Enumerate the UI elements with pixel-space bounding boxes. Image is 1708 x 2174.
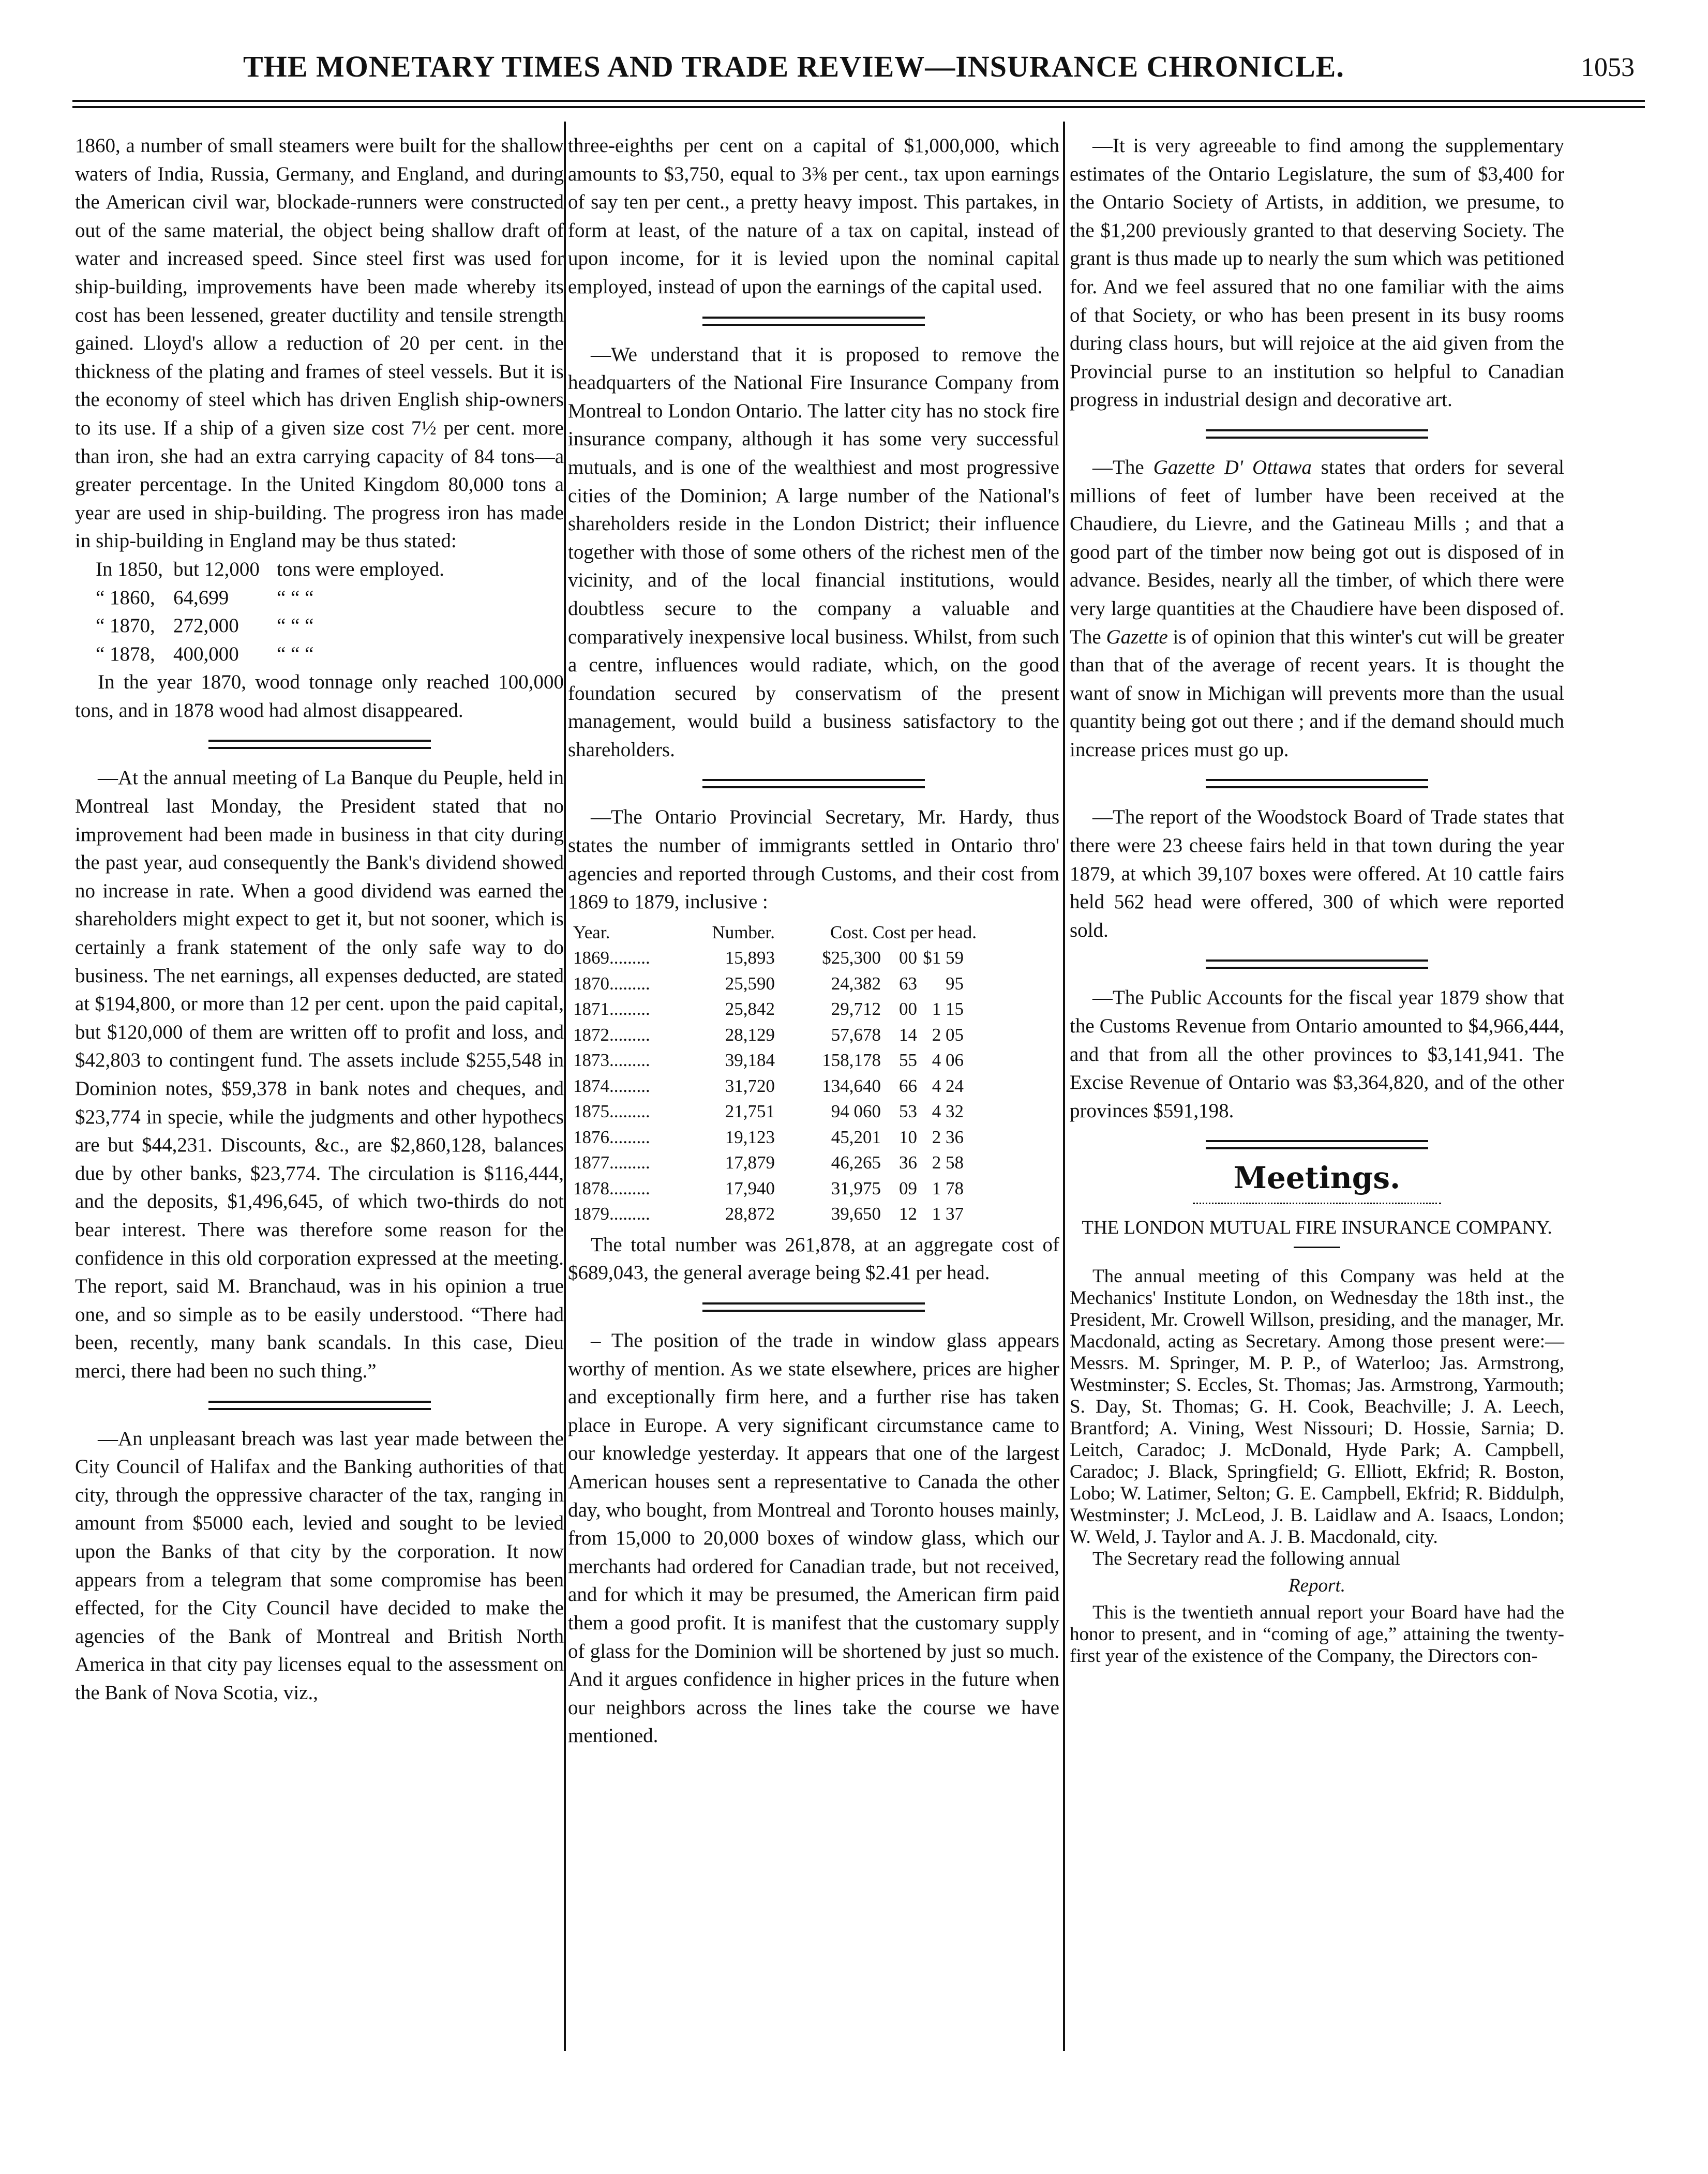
header-rule-bottom (72, 106, 1645, 108)
per-head-cell: 95 (946, 973, 964, 994)
cost-cell: 45,201 (831, 1127, 881, 1147)
cost-cell: 134,640 (822, 1075, 881, 1096)
per-head-cell: 4 24 (932, 1075, 964, 1096)
woodstock-board-article: —The report of the Woodstock Board of Trade states that there were 23 cheese fairs held in that town during the year 1879, at which 39,107 boxes were offered. At 10 cattle fairs held 562 head were offered, 300 of which were reported sold. (1070, 806, 1564, 941)
immigrants-article: —The Ontario Provincial Secretary, Mr. Hardy, thus states the number of immigrants settled in Ontario thro' agencies and reported through Customs, and their cost from 1869 to 1879, inclusive : (568, 806, 1059, 913)
cost-cell: $25,300 (822, 948, 881, 968)
number-cell: 39,184 (725, 1050, 775, 1071)
ornamental-rule (1193, 1203, 1441, 1207)
cost-cell: 94 060 (831, 1101, 881, 1122)
column-2 (568, 132, 1059, 1750)
per-head-cell: 4 06 (932, 1050, 964, 1071)
cost-cell: 46,265 (831, 1152, 881, 1173)
iron-tonnage-list (96, 556, 564, 668)
number-cell: 28,129 (725, 1024, 775, 1045)
table-row (573, 1022, 1059, 1048)
secretary-text: The Secretary read the following annual (1092, 1548, 1400, 1570)
cost-cents-cell: 12 (899, 1204, 917, 1224)
annual-meeting-text: The annual meeting of this Company was held at the Mechanics' Institute London, on Wednesday the 18th inst., the President, Mr. Crowell Willson, presiding, and the manager, Mr. Macdonald, acting as Secretary. Among those present were:—Messrs. M. Springer, M. P. P., of Waterloo; Jas. Armstrong, Westminster; S. Eccles, St. Thomas; Jas. Armstrong, Yarmouth; S. Day, St. Thomas; G. H. Cook, Beachville; J. A. Leech, Brantford; A. Vining, West Nissouri; D. Hossie, Sarnia; D. Leitch, Caradoc; J. McDonald, Hyde Park; A. Campbell, Caradoc; J. Black, Springfield; G. Elliott, Ekfrid; R. Boston, Lobo; W. Latimer, Selton; G. E. Campbell, Ekfrid; R. Biddulph, Westminster; J. McLeod, J. B. Laidlaw and A. Isaacs, London; W. Weld, J. Taylor and A. J. B. Macdonald, city. (1070, 1266, 1564, 1548)
per-head-cell: 4 32 (932, 1101, 964, 1122)
section-divider (1070, 776, 1564, 791)
per-head-cell: 1 78 (932, 1178, 964, 1198)
wood-tonnage-text: In the year 1870, wood tonnage only reached 100,000 tons, and in 1878 wood had almost disappeared. (75, 671, 564, 722)
banque-du-peuple-article: —At the annual meeting of La Banque du Peuple, held in Montreal last Monday, the President stated that no improvement had been made in business in that city during the past year, aud consequently the Bank's dividend showed no increase in rate. When a good dividend was earned the shareholders might expect to get it, but not sooner, which is certainly a frank statement of the only safe way to do business. The net earnings, all expenses deducted, are stated at $194,800, or more than 12 per cent. upon the paid capital, but $120,000 of them are written off to profit and loss, and $42,803 to contingent fund. The assets include $255,548 in Dominion notes, $59,378 in bank notes and cheques, and $23,774 in specie, while the judgments and other hypothecs are but $44,231. Discounts, &c., are $2,860,128, balances due by other banks, $23,774. The circulation is $116,444, and the deposits, $1,496,645, of which two-thirds do not bear interest. There was therefore some reason for the confidence in this old corporation expressed at the meeting. The report, said M. Branchaud, was in his opinion a true one, and so simple as to be easily understood. “There had been, recently, many bank scandals. In this case, Dieu merci, there had been no such thing.” (75, 767, 564, 1382)
year-cell: 1872......... (573, 1024, 650, 1045)
cost-cell: 39,650 (831, 1204, 881, 1224)
year-cell: 1878......... (573, 1178, 650, 1198)
column-rule-left (564, 122, 566, 2051)
number-cell: 25,590 (725, 973, 775, 994)
number-cell: 21,751 (725, 1101, 775, 1122)
publication-title: THE MONETARY TIMES AND TRADE REVIEW—INSURANCE CHRONICLE. (243, 50, 1344, 83)
table-row (573, 1150, 1059, 1176)
column-3 (1070, 132, 1564, 1667)
year-cell: 1869......... (573, 948, 650, 968)
cost-cents-cell: 55 (899, 1050, 917, 1071)
year-cell: 1874......... (573, 1075, 650, 1096)
table-row (573, 945, 1059, 971)
cost-cents-cell: 14 (899, 1024, 917, 1045)
cost-cell: 24,382 (831, 973, 881, 994)
table-header: Year. Number. Cost. Cost per head. (573, 922, 977, 942)
section-divider (1070, 1137, 1564, 1152)
cost-cell: 29,712 (831, 999, 881, 1019)
cost-cell: 31,975 (831, 1178, 881, 1198)
per-head-cell: 2 58 (932, 1152, 964, 1173)
cost-cell: 158,178 (822, 1050, 881, 1071)
cost-cents-cell: 09 (899, 1178, 917, 1198)
number-cell: 17,940 (725, 1178, 775, 1198)
report-heading: Report. (1289, 1575, 1345, 1597)
year-cell: 1877......... (573, 1152, 650, 1173)
table-row (573, 971, 1059, 997)
per-head-cell: $1 59 (923, 948, 964, 968)
table-row (573, 1073, 1059, 1099)
per-head-cell: 2 36 (932, 1127, 964, 1147)
immigrant-cost-table (573, 920, 1059, 1227)
short-rule (1294, 1247, 1340, 1248)
national-fire-insurance-article: —We understand that it is proposed to remove the headquarters of the National Fire Insurance Company from Montreal to London Ontario. The latter city has no stock fire insurance company, although it has some very successful mutuals, and is one of the wealthiest and most progressive cities of the Dominion; A large number of the National's shareholders reside in the London District; their influence together with those of some others of the richest men of the vicinity, and of the local financial institutions, would doubtless secure to the company a valuable and comparatively inexpensive local business. Whilst, from such a centre, influences would radiate, which, on the good foundation secured by conservatism of the present management, would build a business satisfactory to the shareholders. (568, 343, 1059, 761)
gazette-ottawa-article: —The Gazette D' Ottawa states that orders for several millions of feet of lumber have been received at the Chaudiere, du Lievre, and the Gatineau Mills ; and that a good part of the timber now being got out is disposed of in advance. Besides, nearly all the timber, of which there were very large quantities at the Chaudiere have been disposed of. The Gazette is of opinion that this winter's cut will be greater than that of the average of recent years. It is thought the want of snow in Michigan will prevents more than the usual quantity being got out there ; and if the demand should much increase prices must go up. (1070, 456, 1564, 761)
cost-cell: 57,678 (831, 1024, 881, 1045)
society-of-artists-article: —It is very agreeable to find among the supplementary estimates of the Ontario Legislature, the sum of $3,400 for the Ontario Society of Artists, in addition, we presume, to the $1,200 previously granted to that deserving Society. The grant is thus made up to nearly the sum which was petitioned for. And we feel assured that no one familiar with the aims of that Society, or who has been present in its busy rooms during class hours, but will rejoice at the aid given from the Provincial purse to an institution so helpful to Canadian progress in industrial design and decorative art. (1070, 134, 1564, 411)
page-header (72, 49, 1666, 96)
year-cell: 1875......... (573, 1101, 650, 1122)
per-head-cell: 1 15 (932, 999, 964, 1019)
year-cell: 1871......... (573, 999, 650, 1019)
table-row (573, 1047, 1059, 1073)
year-cell: 1876......... (573, 1127, 650, 1147)
company-title: THE LONDON MUTUAL FIRE INSURANCE COMPANY. (1082, 1217, 1552, 1239)
number-cell: 28,872 (725, 1204, 775, 1224)
section-divider (1070, 957, 1564, 971)
cost-cents-cell: 63 (899, 973, 917, 994)
cost-cents-cell: 00 (899, 948, 917, 968)
halifax-banks-article: —An unpleasant breach was last year made between the City Council of Halifax and the Banking authorities of that city, through the oppressive character of the tax, ranging in amount from $5000 each, levied and sought to be levied upon the Banks of that city by the corporation. It now appears from a telegram that some compromise has been effected, for the City Council have decided to make the agencies of the Bank of Montreal and British North America in that city pay licenses equal to the assessment on the Bank of Nova Scotia, viz., (75, 1427, 564, 1704)
section-divider (568, 1300, 1059, 1314)
section-divider (75, 737, 564, 752)
list-item: “ 1860, 64,699 “ “ “ (96, 586, 314, 609)
number-cell: 19,123 (725, 1127, 775, 1147)
cost-cents-cell: 00 (899, 999, 917, 1019)
cost-cents-cell: 10 (899, 1127, 917, 1147)
number-cell: 17,879 (725, 1152, 775, 1173)
list-item: “ 1878, 400,000 “ “ “ (96, 642, 314, 665)
number-cell: 15,893 (725, 948, 775, 968)
number-cell: 31,720 (725, 1075, 775, 1096)
cost-cents-cell: 66 (899, 1075, 917, 1096)
list-item: In 1850, but 12,000 tons were employed. (96, 558, 444, 580)
public-accounts-article: —The Public Accounts for the fiscal year 1879 show that the Customs Revenue from Ontario amounted to $4,966,444, and that from all the other provinces to $3,141,941. The Excise Revenue of Ontario was $3,364,820, and of the other provinces $591,198. (1070, 986, 1564, 1122)
window-glass-article: – The position of the trade in window glass appears worthy of mention. As we state elsewhere, prices are higher and exceptionally firm here, and a further rise has taken place in Europe. A very significant circumstance came to our knowledge yesterday. It appears that one of the largest American houses sent a representative to Canada the other day, who bought, from Montreal and Toronto houses mainly, from 15,000 to 20,000 boxes of window glass, which our merchants had ordered for Canadian trade, but not received, and for which it may be presumed, the American firm paid them a good profit. It is manifest that the customary supply of glass for the Dominion will be shortened by just so much. And it argues confidence in higher prices in the future when our neighbors across the lines take the course we have mentioned. (568, 1329, 1059, 1747)
column-rule-right (1063, 122, 1065, 2051)
year-cell: 1879......... (573, 1204, 650, 1224)
number-cell: 25,842 (725, 999, 775, 1019)
page-number: 1053 (1581, 53, 1635, 82)
steel-shipbuilding-text: 1860, a number of small steamers were built for the shallow waters of India, Russia, Germany, and England, and during the American civil war, blockade-runners were constructed out of the same material, the object being shallow draft of water and increased speed. Since steel first was used for ship-building, improvements have been made whereby its cost has been lessened, greater ductility and tensile strength gained. Lloyd's allow a reduction of 20 per cent. in the thickness of the plating and frames of steel vessels. But it is the economy of steel which has driven English ship-owners to its use. If a ship of a given size cost 7½ per cent. more than iron, she had an extra carrying capacity of 84 tons—a greater percentage. In the United Kingdom 80,000 tons a year are used in ship-building. The progress iron has made in ship-building in England may be thus stated: (75, 134, 564, 552)
tax-continuation-text: three-eighths per cent on a capital of $1,000,000, which amounts to $3,750, equal to 3⅜ per cent., tax upon earnings of say ten per cent., a pretty heavy impost. This partakes, in form at least, of the nature of a tax on capital, instead of upon income, for it is levied upon the nominal capital employed, instead of upon the earnings of the capital used. (568, 134, 1059, 298)
cost-cents-cell: 53 (899, 1101, 917, 1122)
per-head-cell: 1 37 (932, 1204, 964, 1224)
table-row (573, 1099, 1059, 1125)
column-1 (75, 132, 564, 1707)
cost-cents-cell: 36 (899, 1152, 917, 1173)
section-divider (568, 776, 1059, 791)
table-row (573, 1201, 1059, 1227)
report-text: This is the twentieth annual report your Board have had the honor to present, and in “coming of age,” attaining the twenty-first year of the existence of the Company, the Directors con- (1070, 1602, 1564, 1667)
immigrant-total-text: The total number was 261,878, at an aggregate cost of $689,043, the general average being $2.41 per head. (568, 1233, 1059, 1284)
year-cell: 1873......... (573, 1050, 650, 1071)
table-row (573, 1125, 1059, 1150)
year-cell: 1870......... (573, 973, 650, 994)
table-row (573, 1176, 1059, 1202)
list-item: “ 1870, 272,000 “ “ “ (96, 614, 314, 637)
per-head-cell: 2 05 (932, 1024, 964, 1045)
meetings-heading: Meetings. (1233, 1160, 1401, 1196)
section-divider (1070, 427, 1564, 441)
table-row (573, 996, 1059, 1022)
section-divider (568, 314, 1059, 328)
header-rule-top (72, 100, 1645, 102)
section-divider (75, 1398, 564, 1413)
